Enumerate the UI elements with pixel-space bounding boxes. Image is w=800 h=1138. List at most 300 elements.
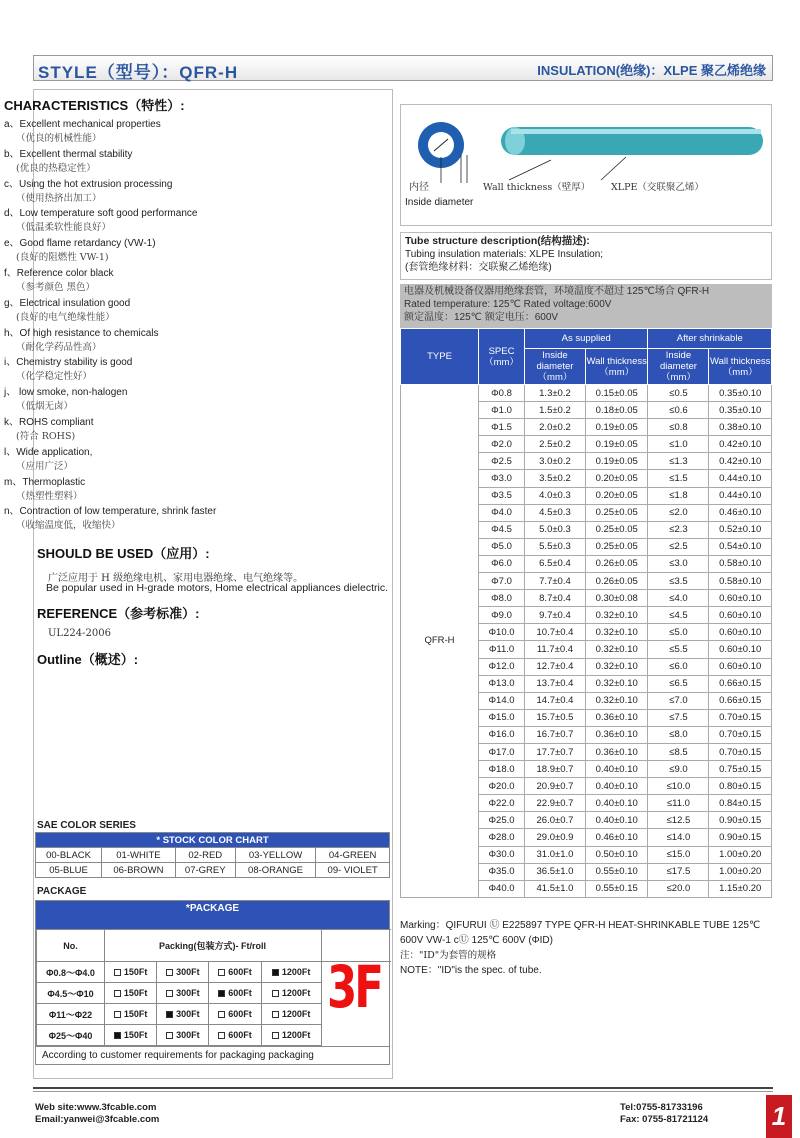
spec-cell: 0.32±0.10	[585, 641, 648, 658]
checkbox-icon	[218, 990, 225, 997]
spec-spec-header: SPEC（mm）	[479, 329, 525, 385]
checkbox-icon	[218, 1032, 225, 1039]
footer-rule-thin	[33, 1091, 773, 1092]
color-chart-row	[36, 863, 390, 878]
characteristic-en: h、Of high resistance to chemicals	[4, 327, 159, 339]
spec-cell: Φ3.5	[479, 487, 525, 504]
spec-cell: 0.36±0.10	[585, 743, 648, 760]
package-option	[105, 1025, 157, 1046]
reference-value: UL224-2006	[48, 628, 111, 639]
characteristic-en: b、Excellent thermal stability	[4, 148, 133, 160]
spec-cell: 0.32±0.10	[585, 675, 648, 692]
spec-cell: 0.90±0.15	[709, 829, 772, 846]
page-header	[33, 55, 773, 81]
spec-cell: 0.32±0.10	[585, 624, 648, 641]
spec-cell: Φ11.0	[479, 641, 525, 658]
spec-cell: 0.60±0.10	[709, 590, 772, 607]
spec-cell: 0.25±0.05	[585, 521, 648, 538]
characteristic-item	[4, 207, 354, 237]
characteristic-cn: （优良的机械性能）	[16, 133, 102, 144]
footer-email: Email:yanwei@3fcable.com	[35, 1114, 160, 1125]
characteristic-en: k、ROHS compliant	[4, 416, 94, 428]
spec-cell: 0.25±0.05	[585, 504, 648, 521]
package-option-label: 150Ft	[123, 967, 148, 977]
package-no-header: No.	[37, 930, 105, 962]
spec-cell: 20.9±0.7	[525, 778, 586, 795]
package-option-label: 150Ft	[123, 1009, 148, 1019]
marking-line4: NOTE："ID"is the spec. of tube.	[400, 965, 542, 976]
sae-title: SAE COLOR SERIES	[37, 820, 136, 831]
characteristic-en: c、Using the hot extrusion processing	[4, 178, 173, 190]
color-chart-header: * STOCK COLOR CHART	[36, 833, 390, 848]
characteristic-cn: （应用广泛）	[16, 460, 74, 472]
characteristic-cn: （热塑性塑料）	[16, 490, 83, 502]
spec-cell: ≤6.5	[648, 675, 709, 692]
rating-line3: 额定温度：125℃ 额定电压：600V	[404, 312, 559, 323]
characteristic-cn: （低烟无卤）	[16, 401, 74, 413]
package-option-label: 1200Ft	[281, 967, 311, 977]
package-option-label: 150Ft	[123, 1030, 148, 1040]
spec-cell: 0.40±0.10	[585, 761, 648, 778]
spec-cell: 0.66±0.15	[709, 675, 772, 692]
spec-cell: 0.19±0.05	[585, 453, 648, 470]
spec-cell: 0.36±0.10	[585, 726, 648, 743]
package-option-label: 1200Ft	[281, 1009, 311, 1019]
spec-cell: 0.60±0.10	[709, 624, 772, 641]
checkbox-icon	[114, 1011, 121, 1018]
spec-cell: Φ18.0	[479, 761, 525, 778]
spec-cell: ≤1.0	[648, 436, 709, 453]
rating-line2: Rated temperature: 125℃ Rated voltage:600V	[404, 299, 612, 310]
spec-cell: 11.7±0.4	[525, 641, 586, 658]
color-chart-table	[35, 832, 390, 878]
spec-row	[401, 385, 772, 402]
spec-supplied-header: As supplied	[525, 329, 648, 349]
spec-cell: Φ13.0	[479, 675, 525, 692]
use-title: SHOULD BE USED（应用）:	[37, 546, 210, 561]
package-option-label: 300Ft	[176, 967, 200, 977]
spec-cell: 0.55±0.15	[585, 880, 648, 897]
spec-cell: 4.0±0.3	[525, 487, 586, 504]
color-chart-cell: 08-ORANGE	[235, 863, 316, 878]
marking-line3: 注："ID"为套管的规格	[400, 950, 497, 961]
spec-cell: Φ20.0	[479, 778, 525, 795]
package-option-label: 600Ft	[228, 967, 252, 977]
spec-cell: 41.5±1.0	[525, 880, 586, 897]
color-chart-cell: 01-WHITE	[102, 848, 176, 863]
spec-cell: 0.66±0.15	[709, 692, 772, 709]
characteristic-en: f、Reference color black	[4, 267, 114, 279]
package-bar: *PACKAGE	[36, 901, 389, 929]
characteristic-cn: （耐化学药品性高）	[16, 341, 102, 353]
spec-cell: ≤3.5	[648, 573, 709, 590]
spec-cell: 0.19±0.05	[585, 436, 648, 453]
footer-web: Web site:www.3fcable.com	[35, 1102, 157, 1113]
checkbox-icon	[114, 1032, 121, 1039]
footer-right	[620, 1102, 708, 1126]
spec-cell: Φ4.5	[479, 521, 525, 538]
spec-cell: 0.54±0.10	[709, 538, 772, 555]
spec-cell: 0.15±0.05	[585, 385, 648, 402]
spec-cell: ≤15.0	[648, 846, 709, 863]
tube-structure	[400, 232, 772, 280]
characteristic-item	[4, 505, 354, 535]
spec-cell: 22.9±0.7	[525, 795, 586, 812]
package-option-label: 600Ft	[228, 1009, 252, 1019]
footer-fax: Fax: 0755-81721124	[620, 1114, 709, 1125]
package-option-label: 300Ft	[176, 1009, 200, 1019]
characteristic-item	[4, 476, 354, 506]
checkbox-icon	[272, 990, 279, 997]
characteristic-cn: （收缩温度低，收缩快）	[16, 520, 121, 532]
spec-cell: ≤0.5	[648, 385, 709, 402]
spec-cell: 4.5±0.3	[525, 504, 586, 521]
spec-cell: 0.19±0.05	[585, 419, 648, 436]
spec-cell: Φ1.5	[479, 419, 525, 436]
checkbox-icon	[272, 1011, 279, 1018]
package-option-label: 300Ft	[176, 988, 200, 998]
package-option-label: 600Ft	[228, 988, 252, 998]
spec-cell: 0.44±0.10	[709, 487, 772, 504]
checkbox-icon	[166, 1032, 173, 1039]
spec-cell: Φ30.0	[479, 846, 525, 863]
characteristic-cn: (良好的电气绝缘性能）	[16, 311, 115, 323]
checkbox-icon	[114, 990, 121, 997]
spec-cell: 0.40±0.10	[585, 778, 648, 795]
spec-cell: Φ15.0	[479, 709, 525, 726]
characteristic-en: d、Low temperature soft good performance	[4, 208, 198, 220]
spec-wall2-header: Wall thickness（mm）	[709, 349, 772, 385]
spec-cell: 0.55±0.10	[585, 863, 648, 880]
footer-tel: Tel:0755-81733196	[620, 1102, 703, 1113]
spec-cell: ≤1.3	[648, 453, 709, 470]
spec-cell: 5.0±0.3	[525, 521, 586, 538]
tube-structure-line1: Tubing insulation materials: XLPE Insulation;	[405, 249, 604, 260]
spec-cell: 31.0±1.0	[525, 846, 586, 863]
spec-cell: ≤8.5	[648, 743, 709, 760]
spec-cell: ≤2.0	[648, 504, 709, 521]
spec-cell: 0.60±0.10	[709, 641, 772, 658]
spec-cell: Φ0.8	[479, 385, 525, 402]
spec-cell: 0.40±0.10	[585, 795, 648, 812]
characteristic-item	[4, 148, 354, 178]
characteristic-cn: （使用热挤出加工）	[16, 192, 102, 204]
spec-cell: 1.15±0.20	[709, 880, 772, 897]
spec-cell: Φ5.0	[479, 538, 525, 555]
package-no: Φ25～Φ40	[37, 1025, 105, 1046]
checkbox-icon	[166, 969, 173, 976]
spec-cell: 0.32±0.10	[585, 692, 648, 709]
characteristic-item	[4, 327, 354, 357]
spec-cell: Φ4.0	[479, 504, 525, 521]
characteristic-cn: (符合 ROHS)	[16, 430, 76, 442]
tube-structure-line2: (套管绝缘材料：交联聚乙烯绝缘)	[405, 262, 552, 273]
spec-cell: 0.50±0.10	[585, 846, 648, 863]
spec-cell: 13.7±0.4	[525, 675, 586, 692]
spec-cell: ≤20.0	[648, 880, 709, 897]
spec-cell: 0.52±0.10	[709, 521, 772, 538]
package-option	[209, 983, 261, 1004]
spec-cell: ≤1.8	[648, 487, 709, 504]
spec-cell: 9.7±0.4	[525, 607, 586, 624]
spec-cell: ≤2.5	[648, 538, 709, 555]
spec-type-header: TYPE	[401, 329, 479, 385]
characteristic-item	[4, 446, 354, 476]
spec-cell: Φ25.0	[479, 812, 525, 829]
package-no: Φ11～Φ22	[37, 1004, 105, 1025]
spec-cell: Φ6.0	[479, 555, 525, 572]
color-chart-cell: 02-RED	[175, 848, 235, 863]
package-no: Φ0.8～Φ4.0	[37, 962, 105, 983]
characteristic-en: e、Good flame retardancy (VW-1)	[4, 238, 156, 250]
spec-type-cell: QFR-H	[401, 385, 479, 898]
spec-cell: ≤8.0	[648, 726, 709, 743]
spec-id-header: Inside diameter（mm）	[525, 349, 586, 385]
spec-cell: 1.5±0.2	[525, 402, 586, 419]
spec-cell: 0.32±0.10	[585, 607, 648, 624]
spec-id2-header: Inside diameter（mm）	[648, 349, 709, 385]
checkbox-icon	[114, 969, 121, 976]
spec-cell: ≤6.0	[648, 658, 709, 675]
spec-after-header: After shrinkable	[648, 329, 772, 349]
color-chart-cell: 06-BROWN	[102, 863, 176, 878]
spec-cell: ≤5.5	[648, 641, 709, 658]
checkbox-icon	[218, 1011, 225, 1018]
characteristic-item	[4, 356, 354, 386]
characteristic-en: j、 low smoke, non-halogen	[4, 387, 128, 399]
spec-cell: ≤0.8	[648, 419, 709, 436]
spec-cell: Φ2.5	[479, 453, 525, 470]
spec-cell: Φ9.0	[479, 607, 525, 624]
spec-cell: 18.9±0.7	[525, 761, 586, 778]
spec-cell: 0.70±0.15	[709, 709, 772, 726]
spec-cell: 16.7±0.7	[525, 726, 586, 743]
spec-cell: Φ8.0	[479, 590, 525, 607]
color-chart-row	[36, 848, 390, 863]
spec-cell: ≤17.5	[648, 863, 709, 880]
outline-title: Outline（概述）:	[37, 652, 139, 667]
package-option	[209, 962, 261, 983]
spec-cell: 3.5±0.2	[525, 470, 586, 487]
color-chart-cell: 09- VIOLET	[316, 863, 390, 878]
spec-cell: 1.3±0.2	[525, 385, 586, 402]
spec-cell: ≤2.3	[648, 521, 709, 538]
characteristic-item	[4, 118, 354, 148]
package-option	[157, 962, 209, 983]
characteristics-list	[4, 118, 354, 535]
characteristic-cn: (良好的阻燃性 VW-1)	[16, 252, 109, 264]
spec-cell: Φ10.0	[479, 624, 525, 641]
footer-left	[35, 1102, 159, 1126]
page-number: 1	[766, 1095, 792, 1138]
characteristic-en: g、Electrical insulation good	[4, 297, 131, 309]
package-option	[157, 983, 209, 1004]
insulation-title: INSULATION(绝缘)：XLPE 聚乙烯绝缘	[537, 63, 766, 78]
spec-table	[400, 328, 772, 898]
spec-cell: 0.42±0.10	[709, 436, 772, 453]
rating-box	[400, 284, 772, 328]
spec-cell: ≤10.0	[648, 778, 709, 795]
checkbox-icon	[166, 1011, 173, 1018]
characteristic-item	[4, 416, 354, 446]
characteristic-cn: （化学稳定性好）	[16, 371, 93, 383]
spec-cell: 14.7±0.4	[525, 692, 586, 709]
characteristic-item	[4, 237, 354, 267]
tube-structure-title: Tube structure description(结构描述):	[405, 235, 590, 247]
spec-cell: ≤4.5	[648, 607, 709, 624]
package-option-label: 1200Ft	[281, 988, 311, 998]
checkbox-icon	[272, 969, 279, 976]
spec-cell: 0.25±0.05	[585, 538, 648, 555]
package-option	[105, 1004, 157, 1025]
style-title: STYLE（型号）：QFR-H	[38, 63, 239, 82]
spec-cell: 7.7±0.4	[525, 573, 586, 590]
characteristic-en: a、Excellent mechanical properties	[4, 119, 161, 130]
spec-cell: ≤5.0	[648, 624, 709, 641]
spec-cell: 1.00±0.20	[709, 846, 772, 863]
spec-cell: 2.5±0.2	[525, 436, 586, 453]
spec-cell: 0.80±0.15	[709, 778, 772, 795]
spec-cell: 8.7±0.4	[525, 590, 586, 607]
spec-cell: 0.46±0.10	[585, 829, 648, 846]
package-note: According to customer requirements for packaging packaging	[36, 1046, 389, 1064]
checkbox-icon	[218, 969, 225, 976]
package-packing-header: Packing(包装方式)- Ft/roll	[105, 930, 322, 962]
reference-title: REFERENCE（参考标准）:	[37, 606, 200, 621]
spec-cell: ≤7.5	[648, 709, 709, 726]
spec-cell: Φ3.0	[479, 470, 525, 487]
spec-cell: 3.0±0.2	[525, 453, 586, 470]
package-option	[209, 1025, 261, 1046]
package-option	[209, 1004, 261, 1025]
spec-cell: 0.58±0.10	[709, 555, 772, 572]
package-option	[157, 1004, 209, 1025]
characteristics-title: CHARACTERISTICS（特性）:	[4, 98, 185, 113]
use-en-text: Be popular used in H-grade motors, Home electrical appliances dielectric.	[46, 582, 388, 594]
spec-cell: Φ35.0	[479, 863, 525, 880]
package-option-label: 1200Ft	[281, 1030, 311, 1040]
spec-cell: Φ1.0	[479, 402, 525, 419]
characteristic-cn: (优良的热稳定性）	[16, 162, 96, 174]
spec-cell: ≤3.0	[648, 555, 709, 572]
spec-cell: 0.35±0.10	[709, 402, 772, 419]
characteristic-en: n、Contraction of low temperature, shrink faster	[4, 506, 217, 518]
spec-cell: 0.26±0.05	[585, 573, 648, 590]
spec-cell: 0.58±0.10	[709, 573, 772, 590]
spec-cell: 0.20±0.05	[585, 487, 648, 504]
color-chart-cell: 04-GREEN	[316, 848, 390, 863]
3f-logo: 3F	[326, 953, 381, 1021]
marking-text	[400, 918, 772, 978]
wall-label: Wall thickness（壁厚）	[483, 182, 591, 193]
spec-cell: 0.18±0.05	[585, 402, 648, 419]
characteristic-en: i、Chemistry stability is good	[4, 357, 133, 369]
package-option	[261, 1004, 321, 1025]
spec-cell: Φ17.0	[479, 743, 525, 760]
spec-wall-header: Wall thickness（mm）	[585, 349, 648, 385]
marking-line1: Marking：QIFURUI Ⓤ E225897 TYPE QFR-H HEAT-SHRINKABLE TUBE 125℃	[400, 920, 761, 931]
color-chart-cell: 05-BLUE	[36, 863, 102, 878]
spec-cell: 10.7±0.4	[525, 624, 586, 641]
package-option	[157, 1025, 209, 1046]
spec-cell: ≤1.5	[648, 470, 709, 487]
spec-cell: Φ16.0	[479, 726, 525, 743]
spec-cell: 0.36±0.10	[585, 709, 648, 726]
spec-cell: 0.70±0.15	[709, 743, 772, 760]
color-chart-cell: 00-BLACK	[36, 848, 102, 863]
package-option-label: 150Ft	[123, 988, 148, 998]
package-title: PACKAGE	[37, 886, 87, 897]
inner-en-label: Inside diameter	[405, 197, 474, 208]
spec-cell: Φ40.0	[479, 880, 525, 897]
spec-cell: 29.0±0.9	[525, 829, 586, 846]
characteristic-cn: （低温柔软性能良好）	[16, 222, 112, 234]
spec-cell: ≤4.0	[648, 590, 709, 607]
characteristic-item	[4, 297, 354, 327]
characteristic-en: m、Thermoplastic	[4, 476, 86, 488]
spec-cell: Φ14.0	[479, 692, 525, 709]
characteristic-item	[4, 178, 354, 208]
spec-cell: 0.20±0.05	[585, 470, 648, 487]
spec-cell: ≤14.0	[648, 829, 709, 846]
color-chart-cell: 07-GREY	[175, 863, 235, 878]
package-option	[261, 983, 321, 1004]
spec-cell: ≤12.5	[648, 812, 709, 829]
spec-cell: 5.5±0.3	[525, 538, 586, 555]
package-option-label: 300Ft	[176, 1030, 200, 1040]
spec-cell: 0.60±0.10	[709, 658, 772, 675]
spec-cell: 0.26±0.05	[585, 555, 648, 572]
spec-cell: 0.44±0.10	[709, 470, 772, 487]
characteristic-en: l、Wide application,	[4, 446, 93, 458]
spec-cell: Φ28.0	[479, 829, 525, 846]
spec-cell: 2.0±0.2	[525, 419, 586, 436]
marking-line2: 600V VW-1 cⓊ 125℃ 600V (ΦID)	[400, 935, 553, 946]
spec-cell: ≤0.6	[648, 402, 709, 419]
inner-label: 内径	[409, 182, 429, 193]
color-chart-cell: 03-YELLOW	[235, 848, 316, 863]
package-option	[261, 962, 321, 983]
spec-cell: 0.60±0.10	[709, 607, 772, 624]
package-option	[105, 962, 157, 983]
use-cn-text: 广泛应用于 H 级绝缘电机、家用电器绝缘、电气绝缘等。	[48, 573, 304, 584]
spec-cell: ≤7.0	[648, 692, 709, 709]
footer-rule	[33, 1087, 773, 1089]
spec-cell: Φ2.0	[479, 436, 525, 453]
package-no: Φ4.5～Φ10	[37, 983, 105, 1004]
package-option	[261, 1025, 321, 1046]
tube-figure	[400, 104, 772, 226]
checkbox-icon	[272, 1032, 279, 1039]
package-option-label: 600Ft	[228, 1030, 252, 1040]
spec-cell: ≤11.0	[648, 795, 709, 812]
spec-cell: 15.7±0.5	[525, 709, 586, 726]
characteristic-cn: （参考颜色 黑色）	[16, 281, 96, 293]
spec-cell: 0.35±0.10	[709, 385, 772, 402]
spec-cell: Φ7.0	[479, 573, 525, 590]
spec-cell: 0.84±0.15	[709, 795, 772, 812]
spec-cell: 17.7±0.7	[525, 743, 586, 760]
spec-cell: 0.30±0.08	[585, 590, 648, 607]
spec-cell: 0.32±0.10	[585, 658, 648, 675]
spec-cell: 0.46±0.10	[709, 504, 772, 521]
spec-cell: 6.5±0.4	[525, 555, 586, 572]
checkbox-icon	[166, 990, 173, 997]
spec-cell: 0.70±0.15	[709, 726, 772, 743]
spec-cell: 0.75±0.15	[709, 761, 772, 778]
characteristic-item	[4, 267, 354, 297]
spec-cell: ≤9.0	[648, 761, 709, 778]
